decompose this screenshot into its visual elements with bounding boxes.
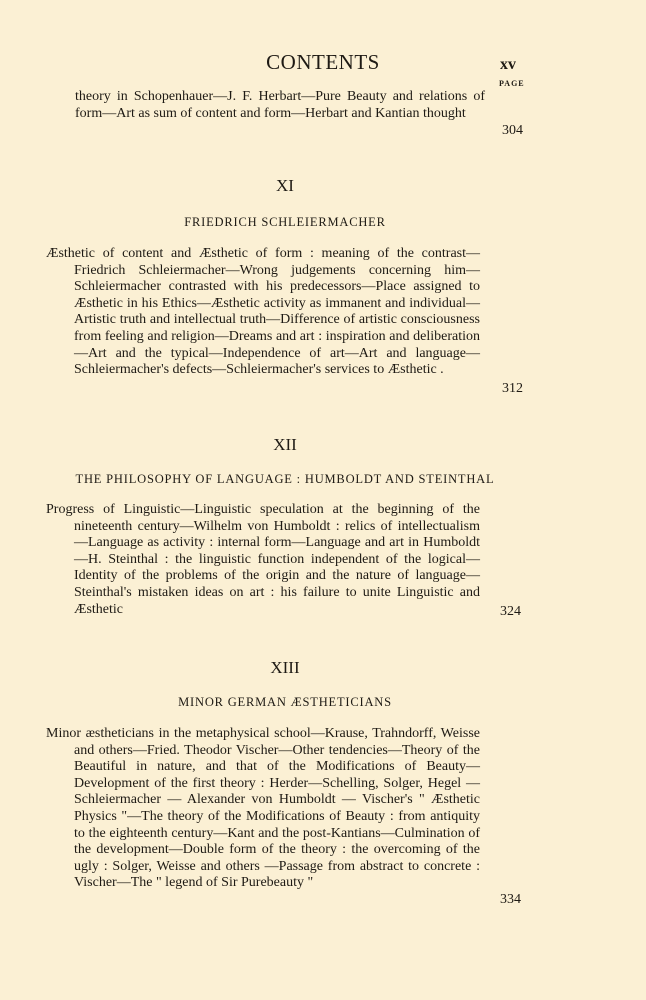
chapter-summary: Minor æstheticians in the metaphysical school—Krause, Trahndorff, Weisse and others—Fried. Theodor Vischer—Other tendencies—Theory of the Beautiful in nature, and that of the Modifications of Beauty—Development of the first theory : Herder—Schelling, Solger, Hegel — Schleiermacher — Alexander von Humboldt — Vischer's " Æsthetic Physics "—The theory of the Modifications of Beauty : from antiquity to the eighteenth century—Kant and the post-Kantians—Culmination of the development—Double form of the theory : the overcoming of the ugly : Solger, Weisse and others —Passage from abstract to concrete : Vischer—The " legend of Sir Purebeauty ": [46, 726, 480, 891]
chapter-numeral: XIII: [270, 658, 300, 677]
page-column-label: PAGE: [499, 79, 525, 88]
continued-entry-text: theory in Schopenhauer—J. F. Herbart—Pure Beauty and relations of form—Art as sum of content and form—Herbart and Kantian thought: [75, 89, 485, 121]
chapter-page: 324: [500, 604, 521, 619]
chapter-summary: Æsthetic of content and Æsthetic of form : meaning of the contrast—Friedrich Schleiermacher—Wrong judgements concerning him—Schleiermacher contrasted with his predecessors—Place assigned to Æsthetic in his Ethics—Æsthetic activity as immanent and individual—Artistic truth and intellectual truth—Difference of artistic consciousness from feeling and religion—Dreams and art : inspiration and deliberation—Art and the typical—Independence of art—Art and language—Schleiermacher's defects—Schleiermacher's services to Æsthetic .: [46, 246, 480, 378]
continued-entry-page: 304: [502, 123, 523, 138]
chapter-numeral: XII: [273, 435, 297, 454]
chapter-summary: Progress of Linguistic—Linguistic speculation at the beginning of the nineteenth century—Wilhelm von Humboldt : relics of intellectualism—Language as activity : internal form—Language and art in Humboldt—H. Steinthal : the linguistic function independent of the logical—Identity of the problems of the origin and the nature of language—Steinthal's mistaken ideas on art : his failure to unite Linguistic and Æsthetic: [46, 502, 480, 617]
chapter-page: 312: [502, 381, 523, 396]
chapter-title: THE PHILOSOPHY OF LANGUAGE : HUMBOLDT AND STEINTHAL: [75, 472, 495, 486]
chapter-page: 334: [500, 892, 521, 907]
running-title: CONTENTS: [266, 50, 380, 74]
chapter-title: MINOR GERMAN ÆSTHETICIANS: [178, 695, 392, 709]
chapter-title: FRIEDRICH SCHLEIERMACHER: [184, 215, 386, 229]
chapter-numeral: XI: [276, 176, 294, 195]
page-number: xv: [500, 56, 516, 73]
